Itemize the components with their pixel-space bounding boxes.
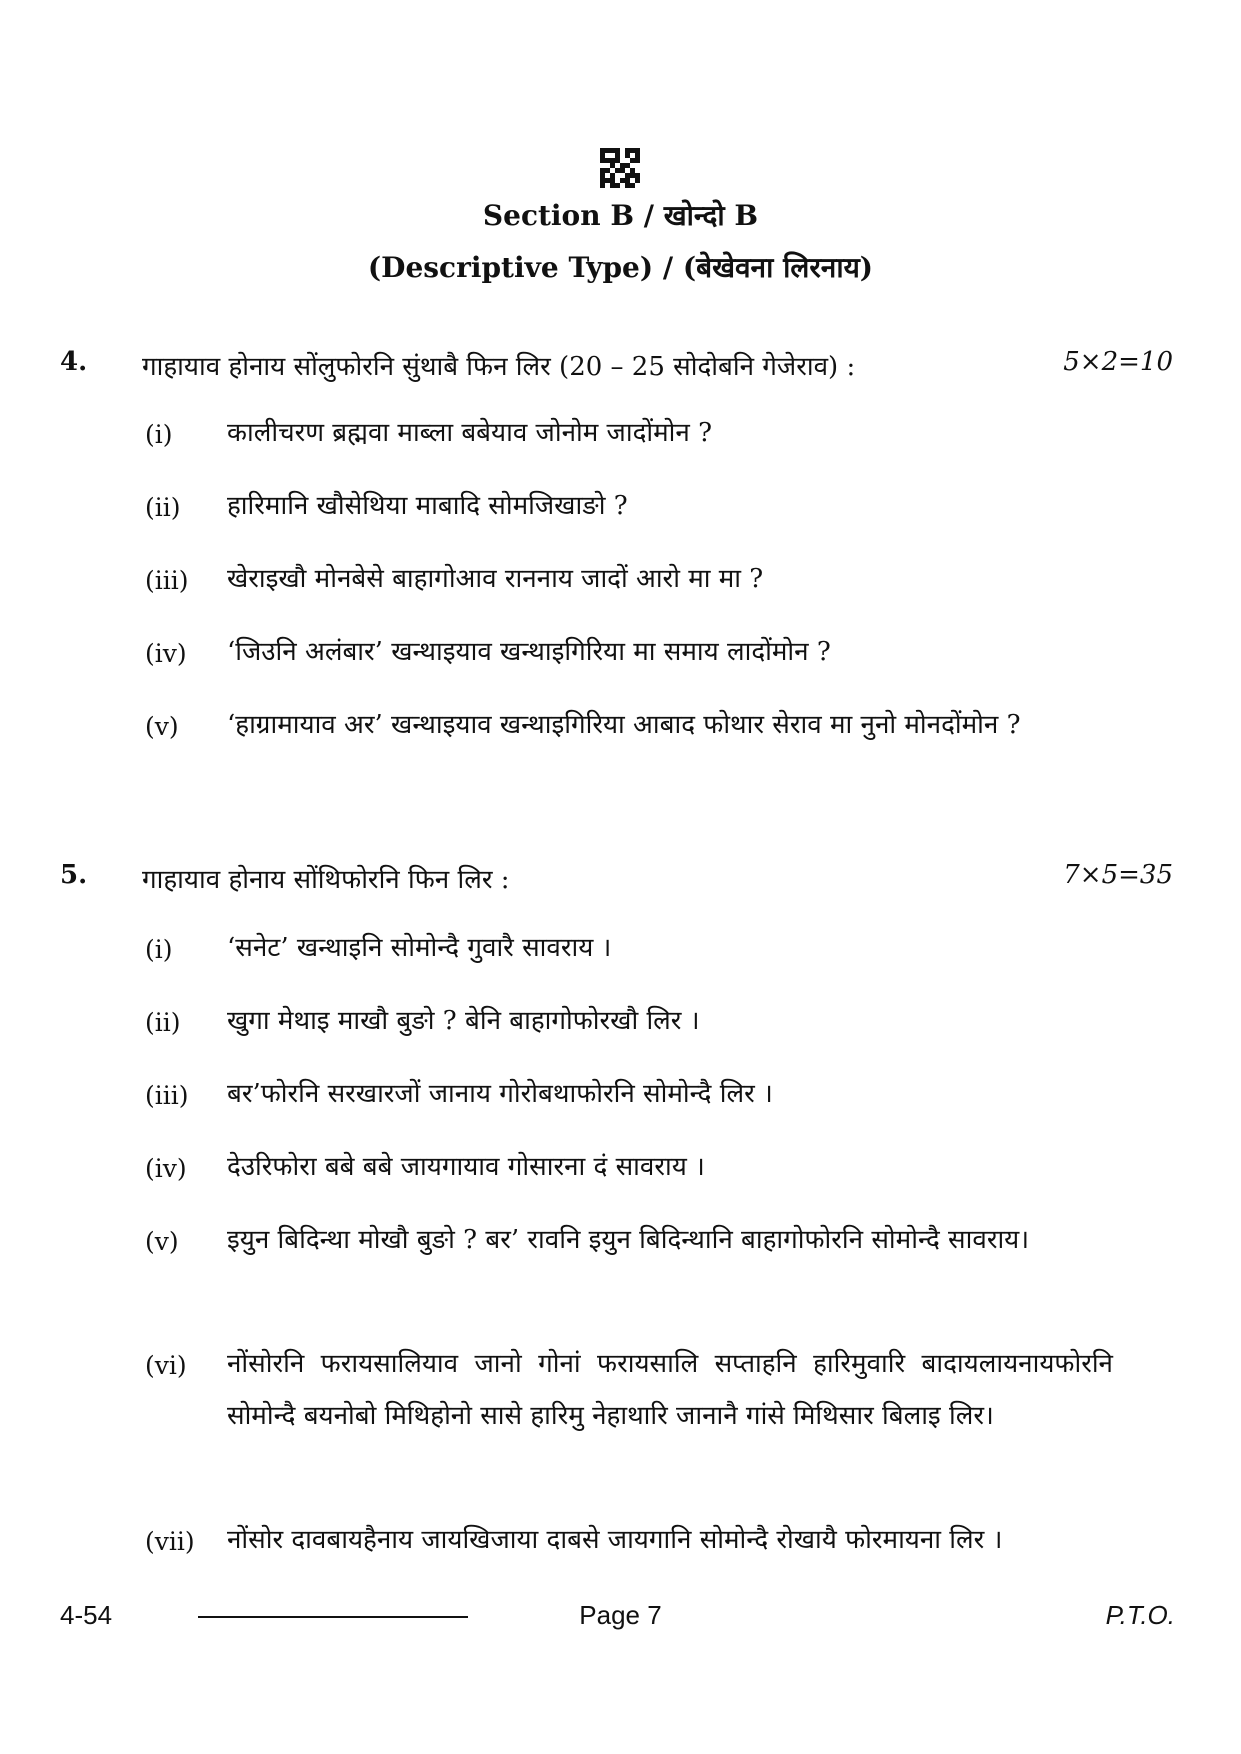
question-marks: 7×5=35 <box>1063 860 1173 890</box>
qr-code-icon <box>600 148 640 188</box>
question-item: हारिमानि खौसेथिया माबादि सोमजिखाङो ? <box>227 491 628 521</box>
question-text: गाहायाव होनाय सोंलुफोरनि सुंथाबै फिन लिर (20 – 25 सोदोबनि गेजेराव) : <box>142 352 856 382</box>
question-text: गाहायाव होनाय सोंथिफोरनि फिन लिर : <box>142 865 510 895</box>
question-item: खेराइखौ मोनबेसे बाहागोआव राननाय जादों आरो मा मा ? <box>227 564 764 594</box>
paper-code: 4-54 <box>60 1600 113 1630</box>
question-number: 4. <box>60 347 88 377</box>
question-item: नोंसोर दावबायहैनाय जायखिजाया दाबसे जायगानि सोमोन्दै रोखायै फोरमायना लिर । <box>227 1525 1003 1555</box>
item-number: (vi) <box>145 1351 187 1380</box>
question-item: इयुन बिदिन्था मोखौ बुङो ? बर’ रावनि इयुन बिदिन्थानि बाहागोफोरनि सोमोन्दै सावराय। <box>227 1225 1030 1255</box>
question-marks: 5×2=10 <box>1063 347 1173 377</box>
question-item: ‘जिउनि अलंबार’ खन्थाइयाव खन्थाइगिरिया मा समाय लादोंमोन ? <box>227 637 831 667</box>
question-item: नोंसोरनि फरायसालियाव जानो गोनां फरायसालि सप्ताहनि हारिमुवारि बादायलायनायफोरनि सोमोन्दै बयनोबो मिथिहोनो सासे हारिमु नेहाथारि जानानै गांसे मिथिसार बिलाइ लिर। <box>227 1349 1113 1431</box>
item-number: (ii) <box>145 493 181 522</box>
item-number: (i) <box>145 420 173 449</box>
item-number: (v) <box>145 712 179 741</box>
section-subtitle: (Descriptive Type) / (बेखेवना लिरनाय) <box>367 251 874 284</box>
item-number: (iii) <box>145 566 189 595</box>
item-number: (vii) <box>145 1527 195 1556</box>
question-item: ‘हाग्रामायाव अर’ खन्थाइयाव खन्थाइगिरिया आबाद फोथार सेराव मा नुनो मोनदोंमोन ? <box>227 710 1021 740</box>
pto-label: P.T.O. <box>1105 1600 1175 1630</box>
question-item: देउरिफोरा बबे बबे जायगायाव गोसारना दं सावराय । <box>227 1152 705 1182</box>
item-number: (v) <box>145 1227 179 1256</box>
item-number: (iv) <box>145 1154 187 1183</box>
item-number: (iv) <box>145 639 187 668</box>
question-item: ‘सनेट’ खन्थाइनि सोमोन्दै गुवारै सावराय । <box>227 933 612 963</box>
item-number: (i) <box>145 935 173 964</box>
section-title: Section B / खोन्दो B <box>482 199 759 232</box>
page-number: Page 7 <box>579 1600 662 1630</box>
question-number: 5. <box>60 860 88 890</box>
item-number: (iii) <box>145 1081 189 1110</box>
item-number: (ii) <box>145 1008 181 1037</box>
question-item: कालीचरण ब्रह्मवा माब्ला बबेयाव जोनोम जादोंमोन ? <box>227 418 713 448</box>
question-item: खुगा मेथाइ माखौ बुङो ? बेनि बाहागोफोरखौ लिर । <box>227 1006 700 1036</box>
question-item: बर’फोरनि सरखारजों जानाय गोरोबथाफोरनि सोमोन्दै लिर । <box>227 1079 773 1109</box>
